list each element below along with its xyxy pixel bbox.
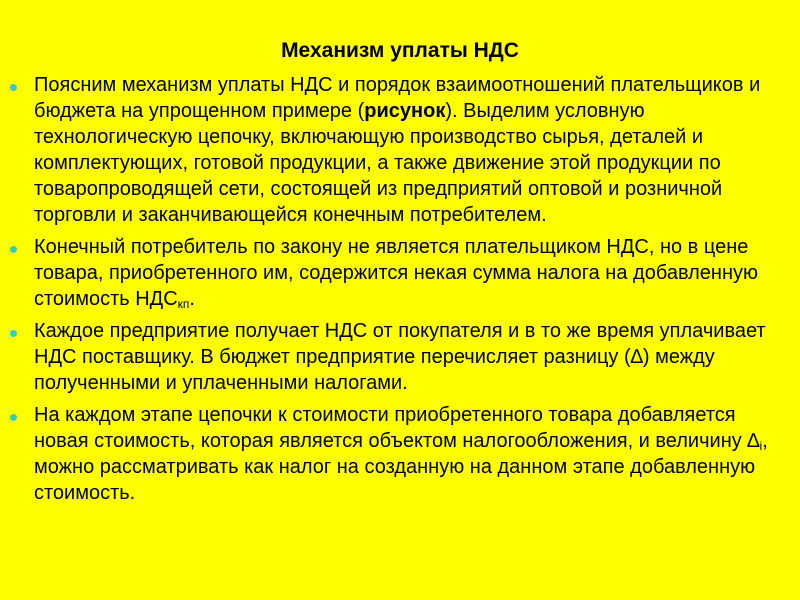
bullet-dot-icon <box>10 414 17 421</box>
bullet-item-1 <box>10 72 792 228</box>
bullet-4-text-before: На каждом этапе цепочки к стоимости приобретенного товара добавляется новая стоимость, которая является объектом налогообложения, и величину ∆ <box>34 404 760 452</box>
bullet-item-4 <box>10 402 792 506</box>
bullet-2-text-before: Конечный потребитель по закону не является плательщиком НДС, но в цене товара, приобретенного им, содержится некая сумма налога на добавленную стоимость НДС <box>34 236 758 310</box>
bullet-1-text-before: Поясним механизм уплаты НДС и порядок взаимоотношений плательщиков и бюджета на упрощенном примере ( <box>34 74 761 122</box>
bullet-2-subscript: кп <box>177 297 190 311</box>
bullet-item-3 <box>10 318 792 396</box>
bullet-item-2 <box>10 234 792 312</box>
bullet-4-text-after: , можно рассматривать как налог на созданную на данном этапе добавленную стоимость. <box>34 430 768 504</box>
bullet-1-text-after: ). Выделим условную технологическую цепочку, включающую производство сырья, деталей и комплектующих, готовой продукции, а также движение этой продукции по товаропроводящей сети, состоящей из предприятий оптовой и розничной торговли и заканчивающейся конечным потребителем. <box>34 100 723 226</box>
bullet-3-text: Каждое предприятие получает НДС от покупателя и в то же время уплачивает НДС поставщику. В бюджет предприятие перечисляет разницу (∆) между полученными и уплаченными налогами. <box>34 320 766 394</box>
bullet-1-bold-word: рисунок <box>364 100 446 122</box>
slide-title: Механизм уплаты НДС <box>281 39 519 62</box>
bullet-list <box>10 72 792 512</box>
bullet-4-subscript: i <box>759 439 763 453</box>
bullet-dot-icon <box>10 84 17 91</box>
bullet-2-text-after: . <box>189 288 195 310</box>
bullet-dot-icon <box>10 246 17 253</box>
bullet-dot-icon <box>10 330 17 337</box>
